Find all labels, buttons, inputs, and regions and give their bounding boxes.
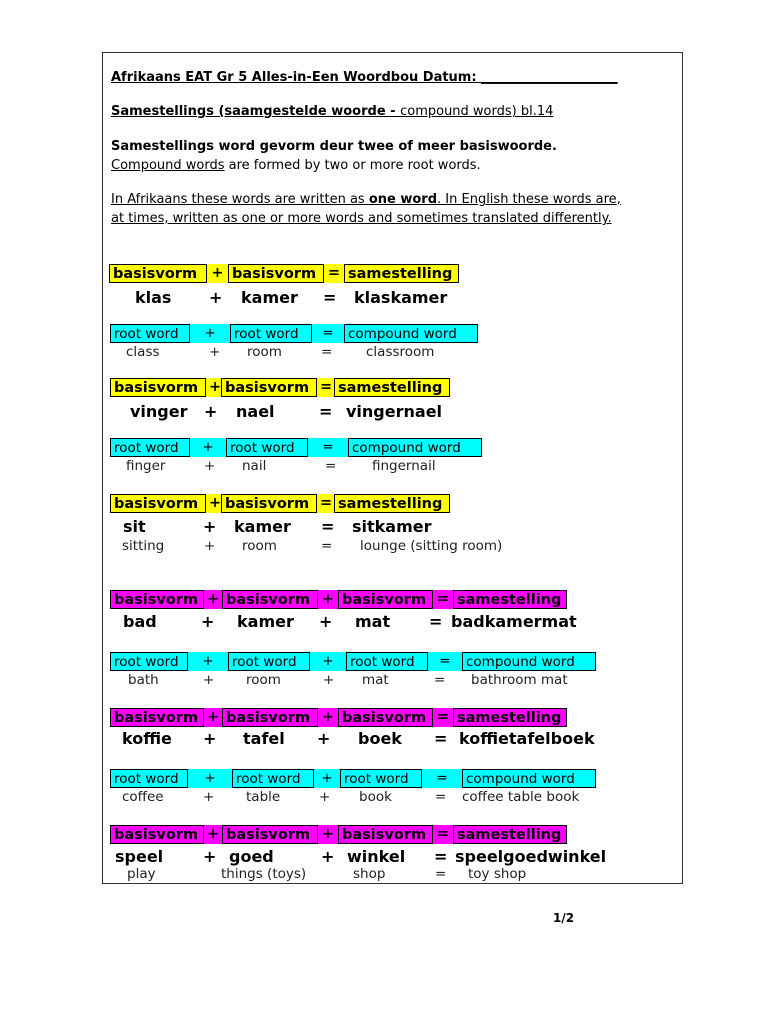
root-word-label: root word bbox=[230, 324, 312, 343]
compound-word-label: compound word bbox=[348, 438, 482, 457]
samestelling-label: samestelling bbox=[334, 378, 450, 397]
plus-sign: + bbox=[206, 494, 221, 513]
datum-blank: _____________________ bbox=[481, 70, 618, 85]
en-compound: coffee table book bbox=[462, 789, 580, 805]
plus-sign: + bbox=[204, 402, 218, 421]
af-word: bad bbox=[123, 612, 157, 631]
en-word: room bbox=[246, 672, 281, 688]
equals-sign: = bbox=[321, 538, 333, 554]
af-word: speel bbox=[115, 847, 164, 866]
equals-sign: = bbox=[435, 789, 447, 805]
en-compound: bathroom mat bbox=[471, 672, 568, 688]
samestelling-label: samestelling bbox=[453, 825, 567, 844]
en-word: coffee bbox=[122, 789, 164, 805]
plus-sign: + bbox=[204, 708, 222, 727]
root-word-label: root word bbox=[340, 769, 422, 788]
plus-sign: + bbox=[204, 590, 222, 609]
section-heading-rest: compound words) bl.14 bbox=[400, 104, 554, 119]
en-word: class bbox=[126, 344, 160, 360]
en-compound: lounge (sitting room) bbox=[360, 538, 503, 554]
page-number: 1/2 bbox=[553, 911, 575, 925]
plus-sign: + bbox=[204, 458, 216, 474]
en-word: finger bbox=[126, 458, 166, 474]
plus-sign: + bbox=[209, 288, 223, 307]
plus-sign: + bbox=[203, 729, 217, 748]
root-word-label: root word bbox=[110, 324, 190, 343]
plus-sign: + bbox=[323, 672, 335, 688]
plus-sign: + bbox=[204, 825, 222, 844]
en-word: shop bbox=[353, 866, 386, 882]
plus-sign: + bbox=[190, 324, 230, 343]
basisvorm-label: basisvorm bbox=[221, 378, 317, 397]
basisvorm-label: basisvorm bbox=[228, 264, 324, 283]
af-word: nael bbox=[236, 402, 275, 421]
plus-sign: + bbox=[203, 847, 217, 866]
note-line-1 bbox=[111, 192, 621, 207]
equals-sign: = bbox=[321, 344, 333, 360]
samestelling-label: samestelling bbox=[453, 708, 567, 727]
basisvorm-label: basisvorm bbox=[110, 825, 204, 844]
af-word: klas bbox=[135, 288, 172, 307]
af-word: koffie bbox=[122, 729, 172, 748]
en-word: bath bbox=[128, 672, 159, 688]
en-word: things (toys) bbox=[221, 866, 307, 882]
plus-sign: + bbox=[209, 344, 221, 360]
plus-sign: + bbox=[190, 438, 226, 457]
equals-sign: = bbox=[435, 866, 447, 882]
compound-word-label: compound word bbox=[344, 324, 478, 343]
af-word: sit bbox=[123, 517, 146, 536]
root-word-label: root word bbox=[346, 652, 428, 671]
equals-sign: = bbox=[434, 847, 448, 866]
equals-sign: = bbox=[312, 324, 344, 343]
equals-sign: = bbox=[434, 729, 448, 748]
equals-sign: = bbox=[429, 612, 443, 631]
root-word-label: root word bbox=[110, 438, 190, 457]
equals-sign: = bbox=[433, 708, 453, 727]
plus-sign: + bbox=[203, 672, 215, 688]
root-word-label: root word bbox=[226, 438, 308, 457]
basisvorm-label: basisvorm bbox=[221, 494, 317, 513]
equals-sign: = bbox=[308, 438, 348, 457]
equals-sign: = bbox=[317, 378, 334, 397]
definition-afrikaans: Samestellings word gevorm deur twee of meer basiswoorde. bbox=[111, 139, 557, 154]
plus-sign: + bbox=[203, 789, 215, 805]
af-compound: koffietafelboek bbox=[459, 729, 595, 748]
en-word: book bbox=[359, 789, 392, 805]
en-word: sitting bbox=[122, 538, 165, 554]
note-line-2: at times, written as one or more words and sometimes translated differently. bbox=[111, 211, 612, 226]
definition-rest: are formed by two or more root words. bbox=[224, 158, 481, 173]
compound-word-label: compound word bbox=[462, 769, 596, 788]
root-word-label: root word bbox=[228, 652, 310, 671]
section-heading-bold: Samestellings (saamgestelde woorde - bbox=[111, 104, 401, 119]
note-part-a: In Afrikaans these words are written as bbox=[111, 192, 369, 207]
equals-sign: = bbox=[433, 825, 453, 844]
af-word: vinger bbox=[130, 402, 188, 421]
equals-sign: = bbox=[317, 494, 334, 513]
title-text: Afrikaans EAT Gr 5 Alles-in-Een Woordbou Datum: bbox=[111, 70, 477, 85]
section-heading bbox=[111, 104, 553, 119]
samestelling-label: samestelling bbox=[334, 494, 450, 513]
af-compound: sitkamer bbox=[352, 517, 432, 536]
en-compound: classroom bbox=[366, 344, 435, 360]
basisvorm-label: basisvorm bbox=[110, 494, 206, 513]
en-word: play bbox=[127, 866, 156, 882]
af-compound: speelgoedwinkel bbox=[455, 847, 607, 866]
af-word: boek bbox=[358, 729, 402, 748]
equals-sign: = bbox=[325, 458, 337, 474]
en-word: room bbox=[242, 538, 277, 554]
plus-sign: + bbox=[310, 652, 346, 671]
plus-sign: + bbox=[188, 652, 228, 671]
en-compound: toy shop bbox=[468, 866, 527, 882]
plus-sign: + bbox=[203, 517, 217, 536]
basisvorm-label: basisvorm bbox=[338, 708, 433, 727]
definition-english bbox=[111, 158, 481, 173]
equals-sign: = bbox=[319, 402, 333, 421]
compound-word-label: compound word bbox=[462, 652, 596, 671]
af-word: kamer bbox=[237, 612, 294, 631]
af-compound: vingernael bbox=[346, 402, 443, 421]
root-word-label: root word bbox=[110, 652, 188, 671]
af-word: mat bbox=[355, 612, 391, 631]
af-word: kamer bbox=[241, 288, 298, 307]
plus-sign: + bbox=[321, 847, 335, 866]
root-word-label: root word bbox=[232, 769, 314, 788]
plus-sign: + bbox=[204, 538, 216, 554]
equals-sign: = bbox=[422, 769, 462, 788]
equals-sign: = bbox=[433, 590, 453, 609]
plus-sign: + bbox=[318, 708, 338, 727]
en-word: nail bbox=[242, 458, 267, 474]
basisvorm-label: basisvorm bbox=[222, 590, 318, 609]
basisvorm-label: basisvorm bbox=[222, 825, 318, 844]
plus-sign: + bbox=[319, 612, 333, 631]
basisvorm-label: basisvorm bbox=[222, 708, 318, 727]
plus-sign: + bbox=[207, 264, 228, 283]
plus-sign: + bbox=[188, 769, 232, 788]
worksheet bbox=[102, 52, 683, 884]
samestelling-label: samestelling bbox=[453, 590, 567, 609]
basisvorm-label: basisvorm bbox=[110, 378, 206, 397]
af-word: goed bbox=[229, 847, 274, 866]
equals-sign: = bbox=[324, 264, 344, 283]
samestelling-label: samestelling bbox=[344, 264, 459, 283]
basisvorm-label: basisvorm bbox=[110, 708, 204, 727]
note-bold: one word bbox=[368, 192, 438, 207]
basisvorm-label: basisvorm bbox=[110, 590, 204, 609]
plus-sign: + bbox=[319, 789, 331, 805]
af-word: tafel bbox=[243, 729, 285, 748]
basisvorm-label: basisvorm bbox=[338, 825, 433, 844]
af-compound: badkamermat bbox=[451, 612, 577, 631]
af-word: winkel bbox=[347, 847, 406, 866]
af-compound: klaskamer bbox=[354, 288, 448, 307]
plus-sign: + bbox=[317, 729, 331, 748]
en-word: table bbox=[246, 789, 281, 805]
en-compound: fingernail bbox=[372, 458, 436, 474]
basisvorm-label: basisvorm bbox=[109, 264, 207, 283]
plus-sign: + bbox=[314, 769, 340, 788]
equals-sign: = bbox=[321, 517, 335, 536]
af-word: kamer bbox=[234, 517, 291, 536]
definition-term: Compound words bbox=[111, 158, 225, 173]
equals-sign: = bbox=[434, 672, 446, 688]
note-part-b: . In English these words are, bbox=[437, 192, 621, 207]
plus-sign: + bbox=[318, 825, 338, 844]
en-word: room bbox=[247, 344, 282, 360]
en-word: mat bbox=[362, 672, 389, 688]
plus-sign: + bbox=[201, 612, 215, 631]
equals-sign: = bbox=[323, 288, 337, 307]
root-word-label: root word bbox=[110, 769, 188, 788]
worksheet-title bbox=[111, 70, 618, 85]
plus-sign: + bbox=[318, 590, 338, 609]
basisvorm-label: basisvorm bbox=[338, 590, 433, 609]
plus-sign: + bbox=[206, 378, 221, 397]
equals-sign: = bbox=[428, 652, 462, 671]
